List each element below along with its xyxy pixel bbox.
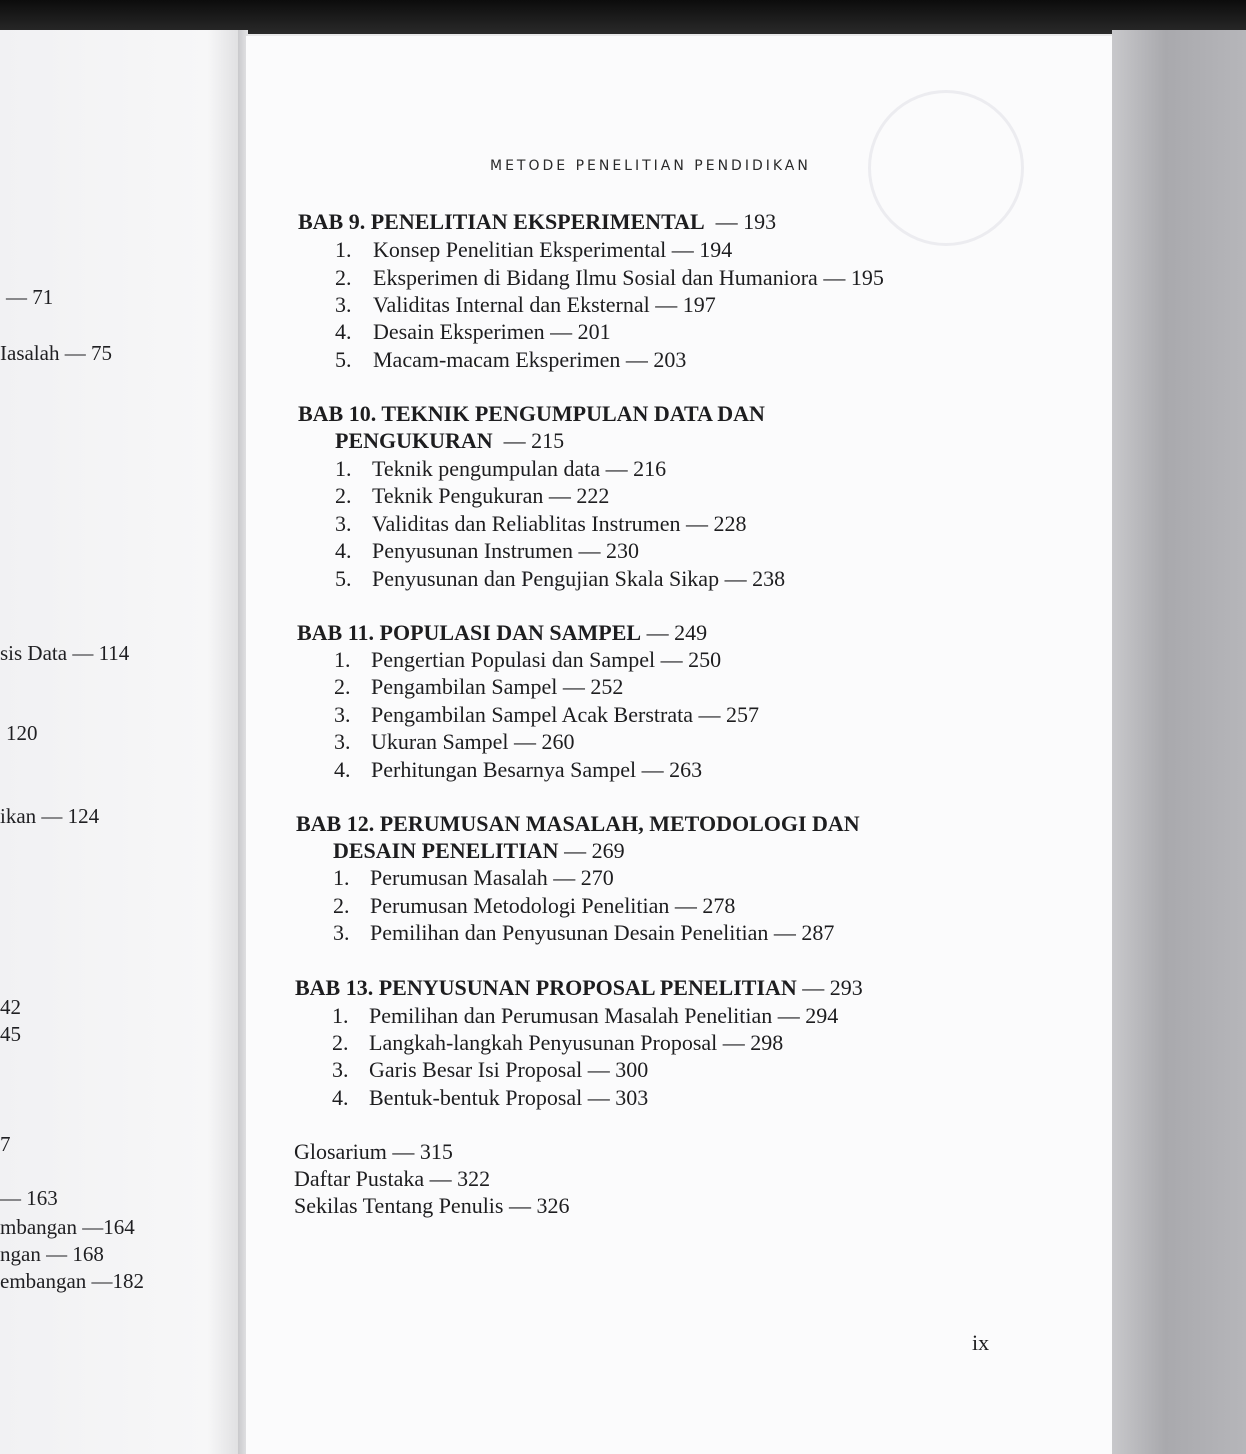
left-fragment: 7 (0, 1132, 11, 1156)
item-number: 3. (335, 511, 352, 536)
left-fragment: Iasalah — 75 (0, 341, 112, 365)
back-matter-item: Daftar Pustaka — 322 (294, 1166, 491, 1191)
item-number: 2. (334, 674, 351, 699)
chapter-title-cont: PENGUKURAN (335, 428, 493, 453)
toc-item: Bentuk-bentuk Proposal — 303 (369, 1085, 649, 1110)
item-number: 1. (333, 865, 350, 890)
chapter-heading (295, 975, 863, 1001)
chapter-heading-cont (335, 428, 564, 454)
chapter-title: BAB 10. TEKNIK PENGUMPULAN DATA DAN (298, 401, 765, 426)
toc-item: Ukuran Sampel — 260 (371, 729, 575, 754)
page-edge (1112, 30, 1246, 1454)
toc-item: Pengambilan Sampel — 252 (371, 674, 624, 699)
left-fragment: — 71 (6, 285, 54, 309)
chapter-heading (297, 620, 707, 646)
item-number: 2. (335, 265, 352, 290)
back-matter-item: Glosarium — 315 (294, 1139, 453, 1164)
toc-item: Macam-macam Eksperimen — 203 (373, 347, 687, 372)
item-number: 4. (332, 1085, 349, 1110)
chapter-title: BAB 9. PENELITIAN EKSPERIMENTAL (298, 209, 705, 234)
toc-item: Perumusan Metodologi Penelitian — 278 (370, 893, 736, 918)
left-fragment: ikan — 124 (0, 804, 100, 828)
back-matter-item: Sekilas Tentang Penulis — 326 (294, 1193, 570, 1218)
chapter-title: BAB 13. PENYUSUNAN PROPOSAL PENELITIAN (295, 975, 797, 1000)
toc-item: Penyusunan dan Pengujian Skala Sikap — 238 (372, 566, 786, 591)
item-number: 3. (334, 702, 351, 727)
left-fragment: — 163 (0, 1186, 58, 1210)
toc-item: Perumusan Masalah — 270 (370, 865, 614, 890)
toc-item: Teknik Pengukuran — 222 (372, 483, 610, 508)
left-fragment: 42 (0, 995, 21, 1019)
item-number: 4. (334, 757, 351, 782)
left-fragment: embangan —182 (0, 1269, 145, 1293)
chapter-heading (298, 209, 776, 235)
toc-item: Langkah-langkah Penyusunan Proposal — 298 (369, 1030, 784, 1055)
left-fragment: sis Data — 114 (0, 641, 130, 665)
chapter-page: — 269 (564, 838, 625, 863)
item-number: 1. (332, 1003, 349, 1028)
item-number: 5. (335, 347, 352, 372)
left-fragment: 45 (0, 1022, 21, 1046)
item-number: 2. (333, 893, 350, 918)
chapter-page: — 293 (802, 975, 863, 1000)
item-number: 4. (335, 538, 352, 563)
item-number: 3. (334, 729, 351, 754)
item-number: 3. (333, 920, 350, 945)
chapter-page: — 215 (503, 428, 565, 453)
toc-item: Pemilihan dan Penyusunan Desain Penelitian — 287 (370, 920, 835, 945)
chapter-page: — 193 (715, 209, 777, 234)
toc-item: Pemilihan dan Perumusan Masalah Penelitian — 294 (369, 1003, 839, 1028)
item-number: 3. (335, 292, 352, 317)
chapter-page: — 249 (646, 620, 708, 645)
page-number: ix (972, 1330, 990, 1355)
item-number: 3. (332, 1057, 349, 1082)
item-number: 5. (335, 566, 352, 591)
toc-item: Validitas Internal dan Eksternal — 197 (373, 292, 716, 317)
chapter-title: BAB 12. PERUMUSAN MASALAH, METODOLOGI DAN (296, 811, 860, 836)
left-fragment: 120 (6, 721, 38, 745)
chapter-title-cont: DESAIN PENELITIAN (333, 838, 559, 863)
left-fragment: ngan — 168 (0, 1242, 104, 1266)
toc-item: Garis Besar Isi Proposal — 300 (369, 1057, 649, 1082)
toc-item: Perhitungan Besarnya Sampel — 263 (371, 757, 703, 782)
item-number: 2. (335, 483, 352, 508)
toc-item: Eksperimen di Bidang Ilmu Sosial dan Humaniora — 195 (373, 265, 884, 290)
toc-item: Pengertian Populasi dan Sampel — 250 (371, 647, 722, 672)
scanner-dark-edge (0, 0, 1246, 34)
toc-item: Konsep Penelitian Eksperimental — 194 (373, 237, 733, 262)
toc-item: Validitas dan Reliablitas Instrumen — 228 (372, 511, 747, 536)
chapter-title: BAB 11. POPULASI DAN SAMPEL (297, 620, 642, 645)
library-stamp-icon (868, 90, 1024, 246)
toc-item: Teknik pengumpulan data — 216 (372, 456, 667, 481)
item-number: 1. (334, 647, 351, 672)
item-number: 2. (332, 1030, 349, 1055)
item-number: 1. (335, 456, 352, 481)
left-fragment: mbangan —164 (0, 1215, 135, 1239)
item-number: 1. (335, 237, 352, 262)
toc-item: Penyusunan Instrumen — 230 (372, 538, 640, 563)
chapter-heading-cont (333, 838, 625, 864)
toc-item: Desain Eksperimen — 201 (373, 319, 611, 344)
running-header: METODE PENELITIAN PENDIDIKAN (490, 158, 811, 174)
item-number: 4. (335, 319, 352, 344)
toc-item: Pengambilan Sampel Acak Berstrata — 257 (371, 702, 759, 727)
